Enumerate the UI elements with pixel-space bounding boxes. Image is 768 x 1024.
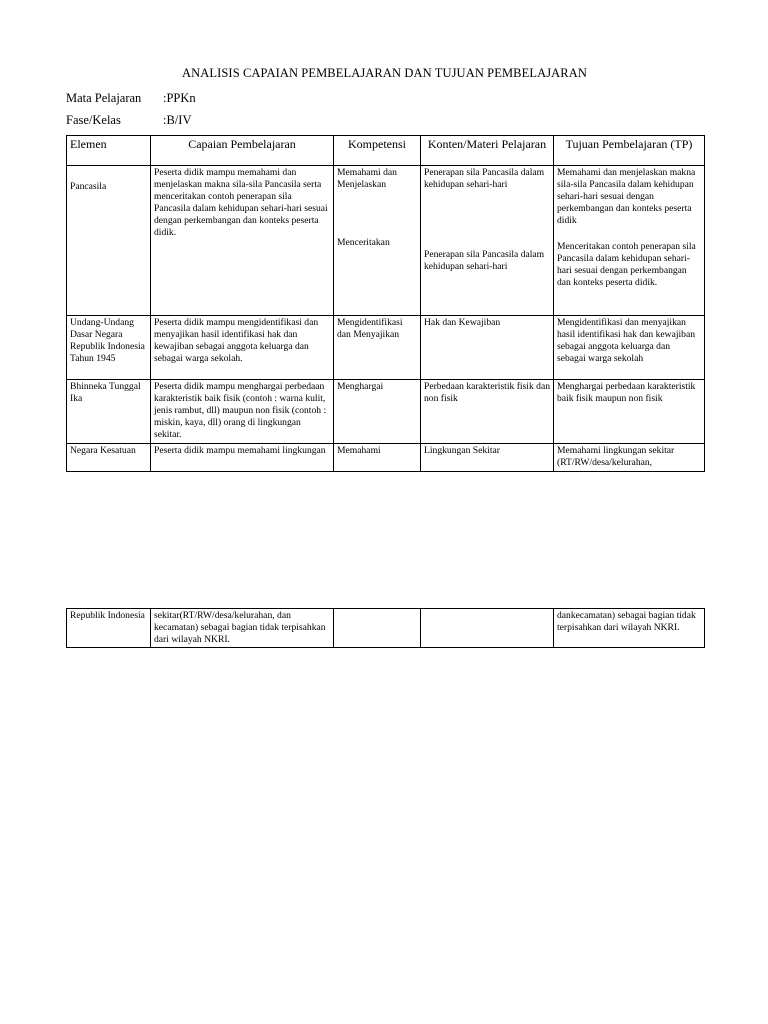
cell-elemen: Bhinneka Tunggal Ika	[67, 380, 151, 444]
cell-konten: Perbedaan karakteristik fisik dan non fisik	[421, 380, 554, 444]
cell-elemen: Undang-Undang Dasar Negara Republik Indonesia Tahun 1945	[67, 316, 151, 380]
cell-konten: Hak dan Kewajiban	[421, 316, 554, 380]
header-konten: Konten/Materi Pelajaran	[421, 136, 554, 166]
cell-capaian: Peserta didik mampu mengidentifikasi dan menyajikan hasil identifikasi hak dan kewajiban sebagai anggota keluarga dan sebagai warga sekolah.	[151, 316, 334, 380]
document-title: ANALISIS CAPAIAN PEMBELAJARAN DAN TUJUAN PEMBELAJARAN	[182, 66, 587, 80]
konten-item-2: Penerapan sila Pancasila dalam kehidupan sehari-hari	[424, 249, 545, 272]
cell-tujuan	[554, 166, 705, 316]
cell-kompetensi	[334, 166, 421, 316]
table-header-row	[67, 136, 705, 166]
meta-value-phase: :B/IV	[163, 113, 192, 127]
tujuan-item-2: Menceritakan contoh penerapan sila Pancasila dalam kehidupan sehari-hari sesuai dengan perkembangan dan konteks peserta didik.	[557, 241, 696, 288]
table-row	[67, 444, 705, 472]
cell-kompetensi: Memahami	[334, 444, 421, 472]
table-row	[67, 316, 705, 380]
cell-kompetensi: Mengidentifikasi dan Menyajikan	[334, 316, 421, 380]
cell-capaian: Peserta didik mampu menghargai perbedaan karakteristik baik fisik (contoh : warna kulit, jenis rambut, dll) maupun non fisik (contoh : miskin, kaya, dll) orang di lingkungan sekitar.	[151, 380, 334, 444]
cell-tujuan: Menghargai perbedaan karakteristik baik fisik maupun non fisik	[554, 380, 705, 444]
cell-elemen: Republik Indonesia	[67, 609, 151, 648]
cell-capaian: sekitar(RT/RW/desa/kelurahan, dan kecamatan) sebagai bagian tidak terpisahkan dari wilayah NKRI.	[151, 609, 334, 648]
analysis-table	[66, 135, 705, 472]
tujuan-item-1: Memahami dan menjelaskan makna sila-sila Pancasila dalam kehidupan sehari-hari sesuai dengan perkembangan dan konteks peserta didik	[557, 167, 696, 226]
kompetensi-item-2: Menceritakan	[337, 237, 390, 248]
meta-label-subject: Mata Pelajaran	[66, 91, 142, 105]
cell-elemen: Negara Kesatuan	[67, 444, 151, 472]
header-kompetensi: Kompetensi	[334, 136, 421, 166]
cell-capaian: Peserta didik mampu memahami lingkungan	[151, 444, 334, 472]
cell-konten: Lingkungan Sekitar	[421, 444, 554, 472]
cell-tujuan: Mengidentifikasi dan menyajikan hasil identifikasi hak dan kewajiban sebagai anggota keluarga dan sebagai warga sekolah	[554, 316, 705, 380]
analysis-table-continuation	[66, 608, 705, 648]
konten-item-1: Penerapan sila Pancasila dalam kehidupan sehari-hari	[424, 167, 545, 190]
meta-label-phase: Fase/Kelas	[66, 113, 121, 127]
cell-capaian: Peserta didik mampu memahami dan menjelaskan makna sila-sila Pancasila serta menceritakan contoh penerapan sila Pancasila dalam kehidupan sehari-hari sesuai dengan perkembangan dan konteks peserta didik.	[151, 166, 334, 316]
cell-kompetensi	[334, 609, 421, 648]
cell-elemen-text: Pancasila	[70, 181, 107, 192]
cell-konten	[421, 609, 554, 648]
kompetensi-item-1: Memahami dan Menjelaskan	[337, 167, 397, 190]
cell-kompetensi: Menghargai	[334, 380, 421, 444]
table-row	[67, 609, 705, 648]
cell-tujuan: Memahami lingkungan sekitar (RT/RW/desa/kelurahan,	[554, 444, 705, 472]
table-row	[67, 166, 705, 316]
header-tujuan: Tujuan Pembelajaran (TP)	[554, 136, 705, 166]
table-row	[67, 380, 705, 444]
header-elemen: Elemen	[67, 136, 151, 166]
cell-elemen	[67, 166, 151, 316]
header-capaian: Capaian Pembelajaran	[151, 136, 334, 166]
meta-value-subject: :PPKn	[163, 91, 196, 105]
cell-tujuan: dankecamatan) sebagai bagian tidak terpisahkan dari wilayah NKRI.	[554, 609, 705, 648]
cell-konten	[421, 166, 554, 316]
